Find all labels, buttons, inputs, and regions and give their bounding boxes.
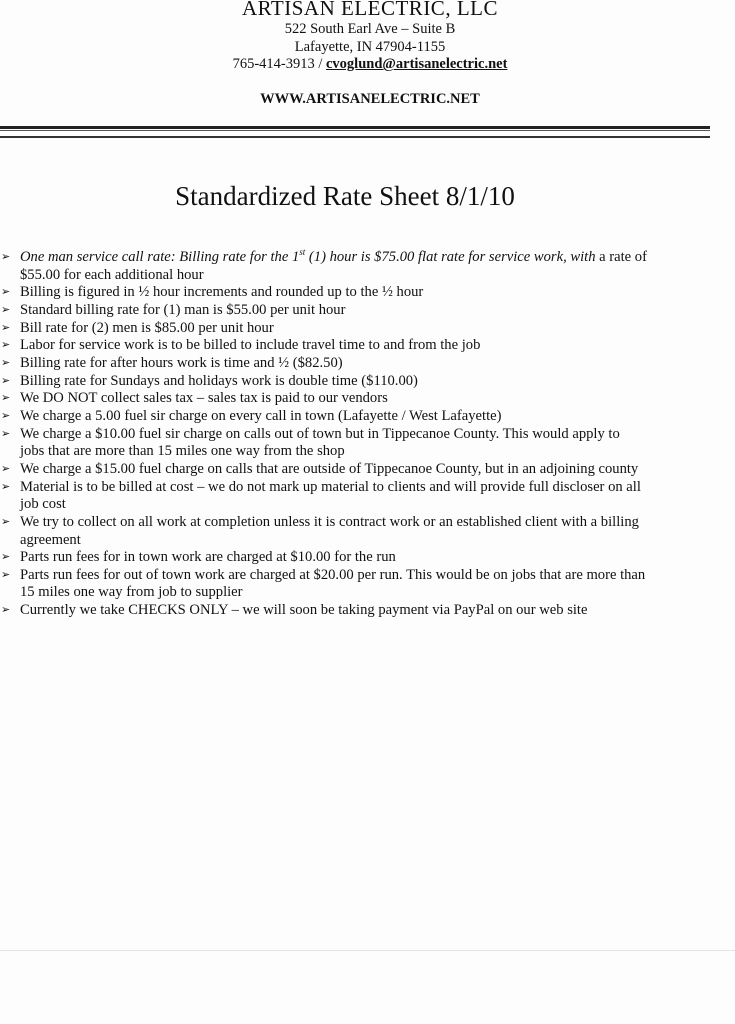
arrowhead-bullet-icon: ➢	[1, 251, 11, 263]
list-item	[0, 355, 730, 373]
item-text: a rate of	[595, 249, 647, 265]
list-item	[0, 461, 730, 479]
item-text: jobs that are more than 15 miles one way from the shop	[20, 443, 345, 460]
arrowhead-bullet-icon: ➢	[1, 286, 11, 299]
arrowhead-bullet-icon: ➢	[1, 515, 11, 528]
item-text: 15 miles one way from job to supplier	[20, 584, 243, 601]
arrowhead-bullet-icon: ➢	[1, 339, 11, 352]
list-item	[0, 302, 730, 320]
list-item	[0, 408, 730, 426]
item-text: One man service call rate: Billing rate for the 1	[20, 249, 300, 265]
rate-list	[0, 249, 730, 620]
item-text: job cost	[20, 496, 66, 513]
superscript: st	[299, 247, 306, 258]
item-text: Billing is figured in ½ hour increments and rounded up to the ½ hour	[20, 284, 424, 301]
list-item	[0, 337, 730, 355]
arrowhead-bullet-icon: ➢	[1, 427, 11, 440]
arrowhead-bullet-icon: ➢	[1, 480, 11, 493]
list-item	[0, 426, 730, 461]
item-text: Labor for service work is to be billed to include travel time to and from the job	[20, 337, 481, 354]
item-text: We charge a 5.00 fuel sir charge on every call in town (Lafayette / West Lafayette)	[20, 407, 502, 424]
email-link[interactable]: cvoglund@artisanelectric.net	[326, 56, 508, 73]
item-text: Billing rate for Sundays and holidays work is double time ($110.00)	[20, 372, 418, 389]
item-text: $55.00 for each additional hour	[20, 266, 204, 283]
item-text: We charge a $15.00 fuel charge on calls that are outside of Tippecanoe County, but in an adjoining county	[20, 460, 639, 477]
item-text: Parts run fees for in town work are charged at $10.00 for the run	[20, 549, 396, 566]
header-divider	[0, 126, 710, 138]
website: WWW.ARTISANELECTRIC.NET	[260, 91, 480, 107]
arrowhead-bullet-icon: ➢	[1, 409, 11, 422]
phone: 765-414-3913 /	[232, 56, 326, 73]
company-name: ARTISAN ELECTRIC, LLC	[242, 0, 498, 20]
list-item	[0, 602, 730, 620]
list-item	[0, 390, 730, 408]
arrowhead-bullet-icon: ➢	[1, 356, 11, 369]
list-item	[0, 549, 730, 567]
page-title: Standardized Rate Sheet 8/1/10	[175, 181, 515, 211]
list-item	[0, 514, 730, 549]
list-item	[0, 249, 730, 284]
arrowhead-bullet-icon: ➢	[1, 462, 11, 475]
arrowhead-bullet-icon: ➢	[1, 374, 11, 387]
item-text: (1) hour is $75.00 flat rate for service work, with	[305, 249, 596, 265]
address-line-1: 522 South Earl Ave – Suite B	[284, 21, 456, 37]
list-item	[0, 373, 730, 391]
item-text: Billing rate for after hours work is time and ½ ($82.50)	[20, 354, 343, 371]
arrowhead-bullet-icon: ➢	[1, 604, 11, 617]
item-text: We try to collect on all work at completion unless it is contract work or an established client with a billing	[20, 513, 639, 530]
arrowhead-bullet-icon: ➢	[1, 568, 11, 581]
item-text: Bill rate for (2) men is $85.00 per unit hour	[20, 319, 274, 336]
item-text: We charge a $10.00 fuel sir charge on calls out of town but in Tippecanoe County. This would apply to	[20, 425, 620, 442]
scan-edge	[0, 950, 735, 951]
company-address	[0, 21, 735, 74]
address-line-2: Lafayette, IN 47904-1155	[294, 38, 446, 55]
item-text: Material is to be billed at cost – we do not mark up material to clients and will provide full discloser on all	[20, 478, 641, 495]
list-item	[0, 567, 730, 602]
arrowhead-bullet-icon: ➢	[1, 321, 11, 334]
item-text: Currently we take CHECKS ONLY – we will soon be taking payment via PayPal on our web site	[20, 602, 588, 619]
arrowhead-bullet-icon: ➢	[1, 551, 11, 564]
arrowhead-bullet-icon: ➢	[1, 303, 11, 316]
contact-line	[0, 56, 735, 74]
header-divider-inner	[0, 130, 710, 131]
item-text: Parts run fees for out of town work are charged at $20.00 per run. This would be on jobs that are more than	[20, 566, 646, 583]
item-text: Standard billing rate for (1) man is $55.00 per unit hour	[20, 301, 346, 318]
item-text: We DO NOT collect sales tax – sales tax is paid to our vendors	[20, 390, 388, 407]
item-text: agreement	[20, 531, 81, 548]
list-item	[0, 284, 730, 302]
list-item	[0, 479, 730, 514]
list-item	[0, 320, 730, 338]
arrowhead-bullet-icon: ➢	[1, 392, 11, 405]
